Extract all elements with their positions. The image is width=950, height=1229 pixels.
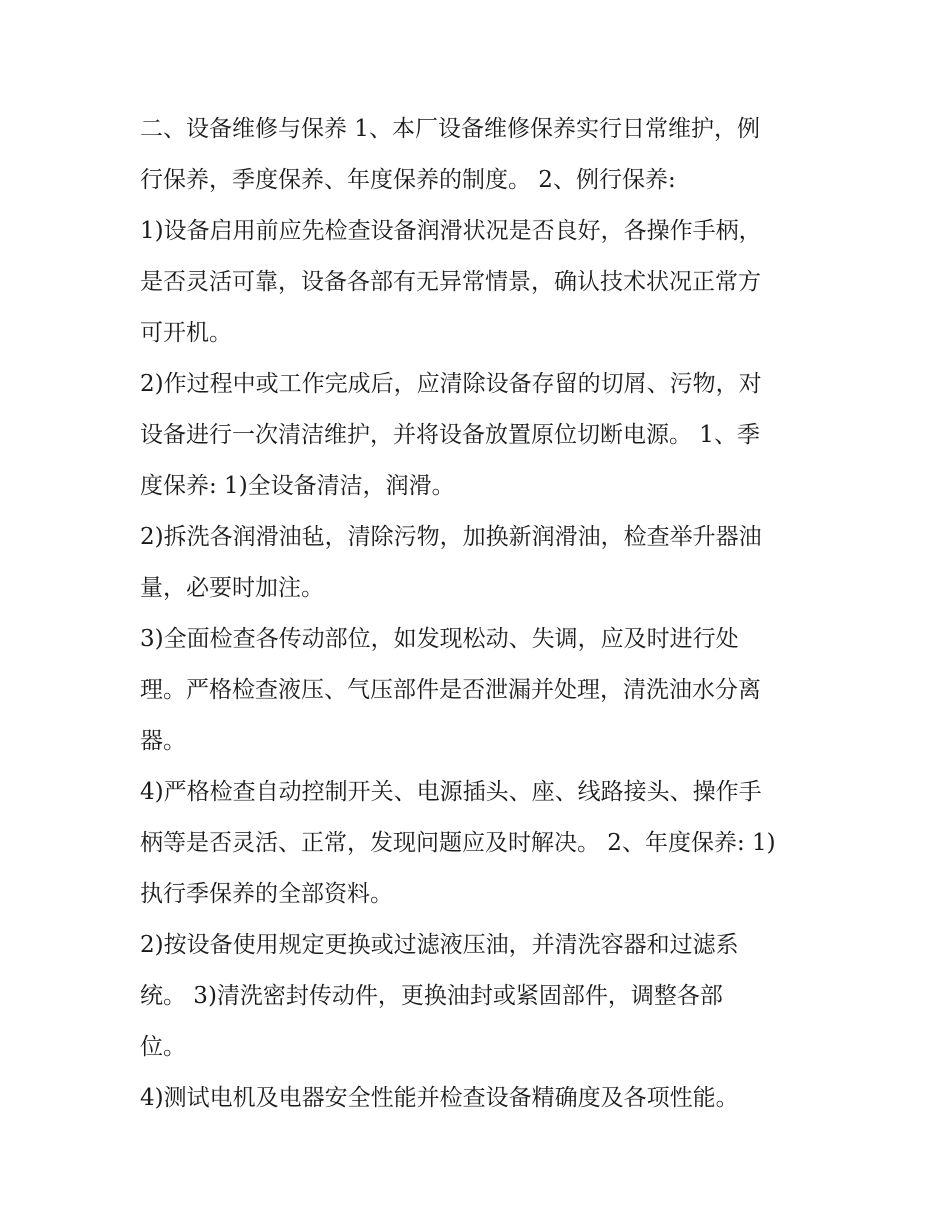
text-line-3: 1)设备启用前应先检查设备润滑状况是否良好，各操作手柄，: [140, 218, 762, 244]
text-line-20: 4)测试电机及电器安全性能并检查设备精确度及各项性能。: [140, 1085, 739, 1111]
text-line-8: 度保养: 1)全设备清洁，润滑。: [140, 473, 455, 499]
text-line-14: 4)严格检查自动控制开关、电源插头、座、线路接头、操作手: [140, 779, 762, 805]
text-line-5: 可开机。: [140, 320, 232, 346]
text-line-15: 柄等是否灵活、正常，发现问题应及时解决。 2、年度保养: 1): [140, 830, 776, 856]
text-line-10: 量，必要时加注。: [140, 575, 324, 601]
text-line-6: 2)作过程中或工作完成后，应清除设备存留的切屑、污物，对: [140, 371, 762, 397]
text-line-12: 理。严格检查液压、气压部件是否泄漏并处理，清洗油水分离: [140, 677, 761, 703]
text-line-16: 执行季保养的全部资料。: [140, 881, 393, 907]
document-body: [140, 104, 820, 1124]
text-line-2: 行保养，季度保养、年度保养的制度。 2、例行保养:: [140, 167, 676, 193]
text-line-9: 2)拆洗各润滑油毡，清除污物，加换新润滑油，检查举升器油: [140, 524, 762, 550]
text-line-4: 是否灵活可靠，设备各部有无异常情景，确认技术状况正常方: [140, 269, 761, 295]
text-line-18: 统。 3)清洗密封传动件，更换油封或紧固部件，调整各部: [140, 983, 723, 1009]
text-line-11: 3)全面检查各传动部位，如发现松动、失调，应及时进行处: [140, 626, 739, 652]
text-line-13: 器。: [140, 728, 186, 754]
text-line-19: 位。: [140, 1034, 186, 1060]
text-line-7: 设备进行一次清洁维护，并将设备放置原位切断电源。 1、季: [140, 422, 760, 448]
text-line-17: 2)按设备使用规定更换或过滤液压油，并清洗容器和过滤系: [140, 932, 739, 958]
text-line-1: 二、设备维修与保养 1、本厂设备维修保养实行日常维护，例: [140, 116, 760, 142]
